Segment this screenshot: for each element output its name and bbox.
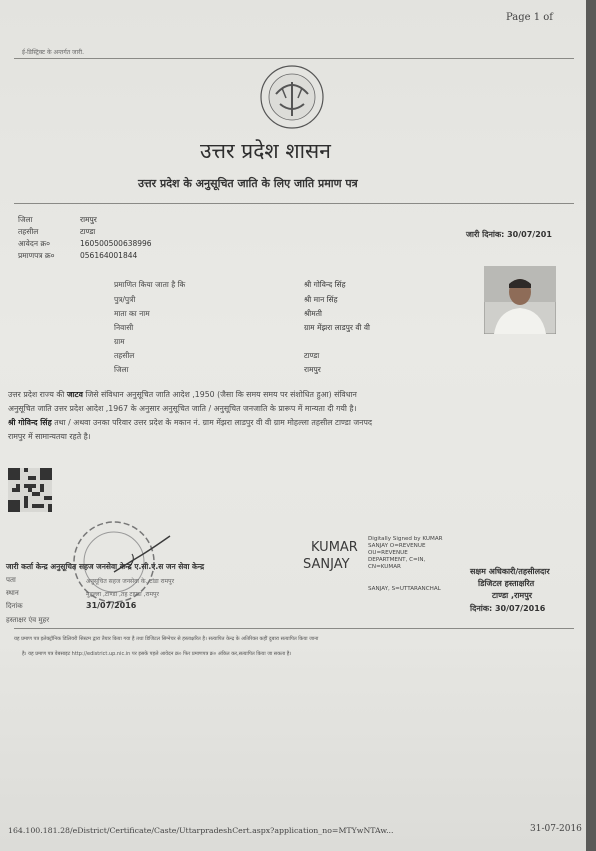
mother-label: माता का नाम xyxy=(114,309,150,318)
title-rule xyxy=(14,203,574,204)
father-label: पुत्र/पुत्री xyxy=(114,295,136,304)
body-text-1a: उत्तर प्रदेश राज्य की xyxy=(8,390,65,399)
resident-label: निवासी xyxy=(114,323,134,332)
officer-digital-sign: डिजिटल हस्ताक्षरित xyxy=(478,579,535,588)
application-no-value: 160500500638996 xyxy=(80,239,152,248)
issuer-line: जारी कर्ता केन्द्र अनुसूचित सहज जनसेवा केन्द्र ए.सी.ए.स जन सेवा केन्द्र xyxy=(6,562,205,571)
applicant-photo xyxy=(484,266,556,334)
village-label: ग्राम xyxy=(114,337,125,346)
person-name: श्री गोविन्द सिंह xyxy=(304,280,346,289)
sig-detail-line: SANJAY, S=UTTARANCHAL xyxy=(368,586,441,592)
district-label: जिला xyxy=(18,215,33,224)
resident-value: ग्राम मेंझरा लाडपुर वी वी xyxy=(304,323,370,332)
issuer-signature-label: हस्ताक्षर एंव मुहर xyxy=(6,616,50,624)
page-label: Page 1 of xyxy=(506,12,554,23)
issuer-address-value: अनुसूचित सहज जनसेवा के.,टांडा रामपुर xyxy=(86,578,175,585)
body-text-2: अनुसूचित जाति उत्तर प्रदेश आदेश ,1967 के अनुसार अनुसूचित जाति / अनुसूचित जनजाति के प्रारूप में मान्यता दी गयी है। xyxy=(8,404,357,413)
body-person-name: श्री गोविन्द सिंह xyxy=(8,418,52,427)
district-value: रामपुर xyxy=(80,215,97,224)
issuer-date-label: दिनांक xyxy=(6,602,23,610)
sig-detail-line: OU=REVENUE xyxy=(368,550,408,556)
issuer-date-value: 31/07/2016 xyxy=(86,601,137,610)
sig-detail-line: SANJAY O=REVENUE xyxy=(368,543,426,549)
signer-name-first: KUMAR xyxy=(311,540,358,555)
body-text-3: तथा / अथवा उनका परिवार उत्तर प्रदेश के मकान नं. ग्राम मेंझरा लाडपुर वी वी ग्राम मोहल्ला तहसील टाण्डा जनपद xyxy=(54,418,373,427)
issuer-place-label: स्थान xyxy=(6,589,19,597)
signer-name-last: SANJAY xyxy=(303,557,350,572)
sig-detail-line: DEPARTMENT, C=IN, xyxy=(368,557,426,563)
footer-rule xyxy=(14,628,574,629)
mother-value: श्रीमती xyxy=(304,309,322,318)
person-district-value: रामपुर xyxy=(304,365,321,374)
certificate-title: उत्तर प्रदेश के अनुसूचित जाति के लिए जाति प्रमाण पत्र xyxy=(138,177,358,190)
qr-code xyxy=(8,468,52,512)
print-date: 31-07-2016 xyxy=(530,824,582,834)
up-government-emblem xyxy=(258,64,326,130)
tehsil-label: तहसील xyxy=(18,227,39,236)
footer-note-2: है। यह प्रमाण पत्र वेबसाइट http://edistrict.up.nic.in पर इसके पहले आवेदन क्र० फिर प्रमाणपत्र क्र० अंकित कर,सत्यापित किया जा सकता है। xyxy=(22,651,292,657)
certify-label: प्रमाणित किया जाता है कि xyxy=(114,280,186,289)
certificate-no-value: 056164001844 xyxy=(80,251,138,260)
officer-location: टाण्डा ,रामपुर xyxy=(492,591,533,600)
officer-date: दिनांक: 30/07/2016 xyxy=(470,604,546,613)
application-no-label: आवेदन क्र० xyxy=(18,239,51,248)
person-tehsil-label: तहसील xyxy=(114,351,135,360)
officer-title: सक्षम अधिकारी/तहसीलदार xyxy=(470,567,550,576)
certificate-body xyxy=(8,388,548,444)
sig-detail-line: Digitally Signed by KUMAR xyxy=(368,536,443,542)
body-text-4: रामपुर में सामान्यतया रहते है। xyxy=(8,432,91,441)
issuer-place-value: मुहल्ला ,टाण्डा ,तह टाण्डा ,रामपुर xyxy=(86,591,159,598)
person-district-label: जिला xyxy=(114,365,129,374)
person-tehsil-value: टाण्डा xyxy=(304,351,320,360)
top-rule xyxy=(14,58,574,59)
issue-date: जारी दिनांक: 30/07/201 xyxy=(466,230,552,239)
footer-note-1: यह प्रमाण पत्र इलेक्ट्रॉनिक डिलिवरी सिस्टम द्वारा तैयार किया गया है तथा डिजिटल सिग्नेचर से हस्ताक्षरित है। सत्यापित केन्द्र के अतिरिक्त कहीं दुबारा सत्यापित किया जाना xyxy=(14,636,319,642)
issuer-address-label: पता xyxy=(6,576,16,584)
print-url: 164.100.181.28/eDistrict/Certificate/Caste/UttarpradeshCert.aspx?application_no=MTYwNTAw... xyxy=(8,826,394,835)
top-note: ई-डिस्ट्रिक्ट के अन्तर्गत जारी. xyxy=(22,49,84,56)
father-value: श्री मान सिंह xyxy=(304,295,338,304)
body-text-1b: जिसे संविधान अनुसूचित जाति आदेश ,1950 (जैसा कि समय समय पर संशोधित हुआ) संविधान xyxy=(85,390,357,399)
caste-name: जाटव xyxy=(66,390,83,399)
sig-detail-line: CN=KUMAR xyxy=(368,564,401,570)
certificate-no-label: प्रमाणपत्र क्र० xyxy=(18,251,55,260)
tehsil-value: टाण्डा xyxy=(80,227,96,236)
government-title: उत्तर प्रदेश शासन xyxy=(200,139,331,163)
